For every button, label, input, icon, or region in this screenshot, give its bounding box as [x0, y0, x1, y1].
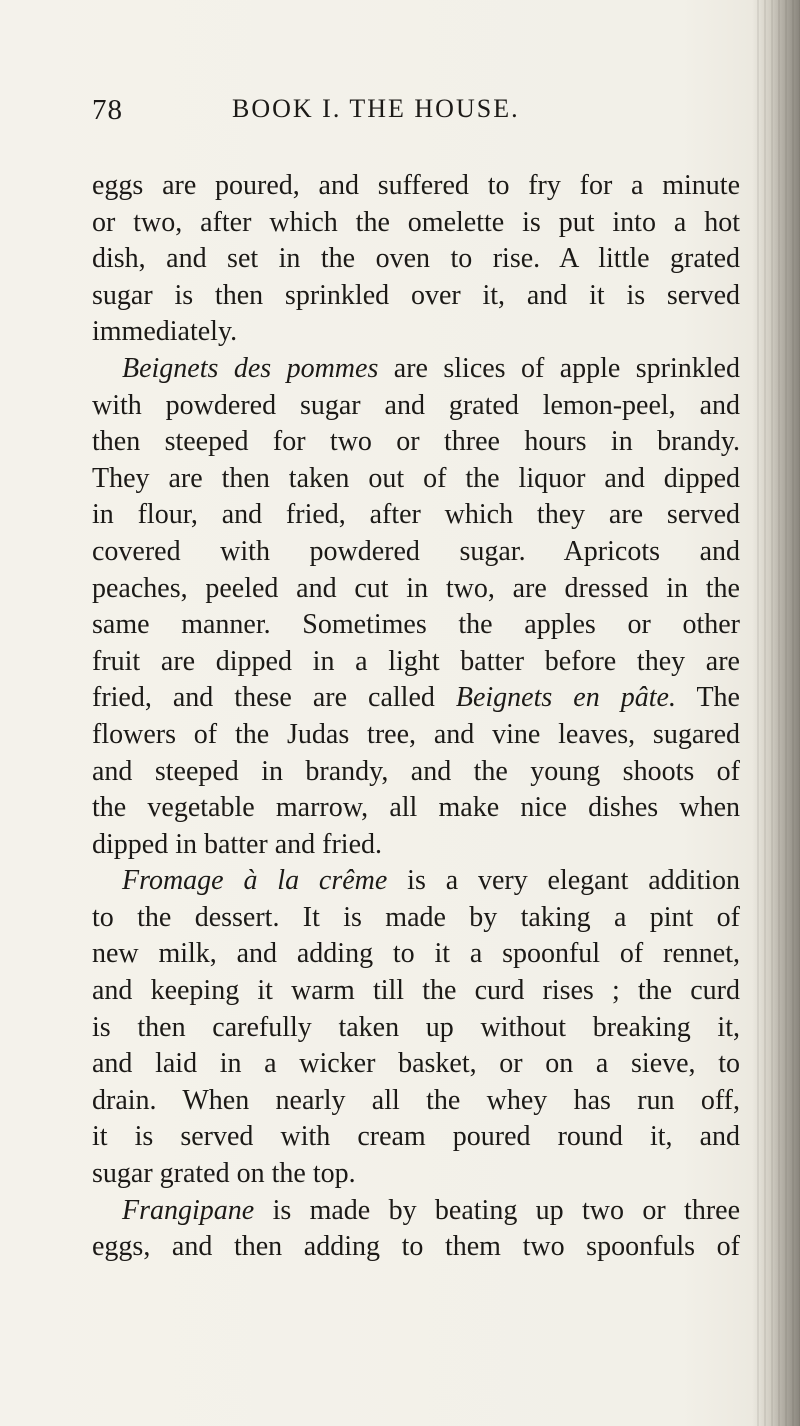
- text-line: Fromage à la crême is a very elegant addition: [122, 865, 740, 897]
- text-line: Frangipane is made by beating up two or three: [122, 1194, 740, 1226]
- text-line: flowers of the Judas tree, and vine leaves, sugared: [92, 718, 740, 750]
- text-line: eggs, and then adding to them two spoonfuls of: [92, 1231, 740, 1263]
- text-line: or two, after which the omelette is put into a hot: [92, 206, 740, 238]
- text-line: same manner. Sometimes the apples or other: [92, 609, 740, 641]
- text-line: drain. When nearly all the whey has run off,: [92, 1084, 740, 1116]
- text-line: dipped in batter and fried.: [92, 828, 383, 860]
- text-line: in flour, and fried, after which they are served: [92, 499, 740, 531]
- italic-term: Beignets des pommes: [122, 352, 379, 384]
- text-line: and laid in a wicker basket, or on a sieve, to: [92, 1048, 740, 1080]
- text-line: new milk, and adding to it a spoonful of rennet,: [92, 938, 740, 970]
- text-line: then steeped for two or three hours in brandy.: [92, 426, 740, 458]
- page-edge-shadow: [752, 0, 800, 1426]
- text-line: it is served with cream poured round it, and: [92, 1121, 740, 1153]
- text-line: the vegetable marrow, all make nice dishes when: [92, 792, 740, 824]
- text-line: sugar is then sprinkled over it, and it is served: [92, 279, 740, 311]
- page-header: [92, 94, 740, 134]
- text-line: and steeped in brandy, and the young shoots of: [92, 755, 740, 787]
- text-line: fried, and these are called Beignets en pâte. The: [92, 682, 740, 714]
- text-line: immediately.: [92, 316, 238, 348]
- body-text: [92, 168, 740, 1266]
- italic-term: Fromage à la crême: [122, 865, 388, 897]
- text-line: fruit are dipped in a light batter before they are: [92, 645, 740, 677]
- running-head: BOOK I. THE HOUSE.: [232, 94, 520, 123]
- page-number: 78: [92, 94, 123, 126]
- italic-term: Beignets en pâte.: [455, 682, 676, 714]
- italic-term: Frangipane: [122, 1194, 255, 1226]
- text-line: covered with powdered sugar. Apricots and: [92, 535, 740, 567]
- text-line: dish, and set in the oven to rise. A little grated: [92, 243, 740, 275]
- text-line: eggs are poured, and suffered to fry for a minute: [92, 170, 740, 201]
- text-line: Beignets des pommes are slices of apple sprinkled: [122, 352, 740, 384]
- text-line: and keeping it warm till the curd rises ; the curd: [92, 975, 740, 1007]
- text-line: to the dessert. It is made by taking a pint of: [92, 901, 740, 933]
- text-line: sugar grated on the top.: [92, 1158, 356, 1190]
- text-line: They are then taken out of the liquor and dipped: [92, 462, 740, 494]
- text-line: is then carefully taken up without breaking it,: [92, 1011, 740, 1043]
- text-line: with powdered sugar and grated lemon-peel, and: [92, 389, 740, 421]
- text-line: peaches, peeled and cut in two, are dressed in the: [92, 572, 740, 604]
